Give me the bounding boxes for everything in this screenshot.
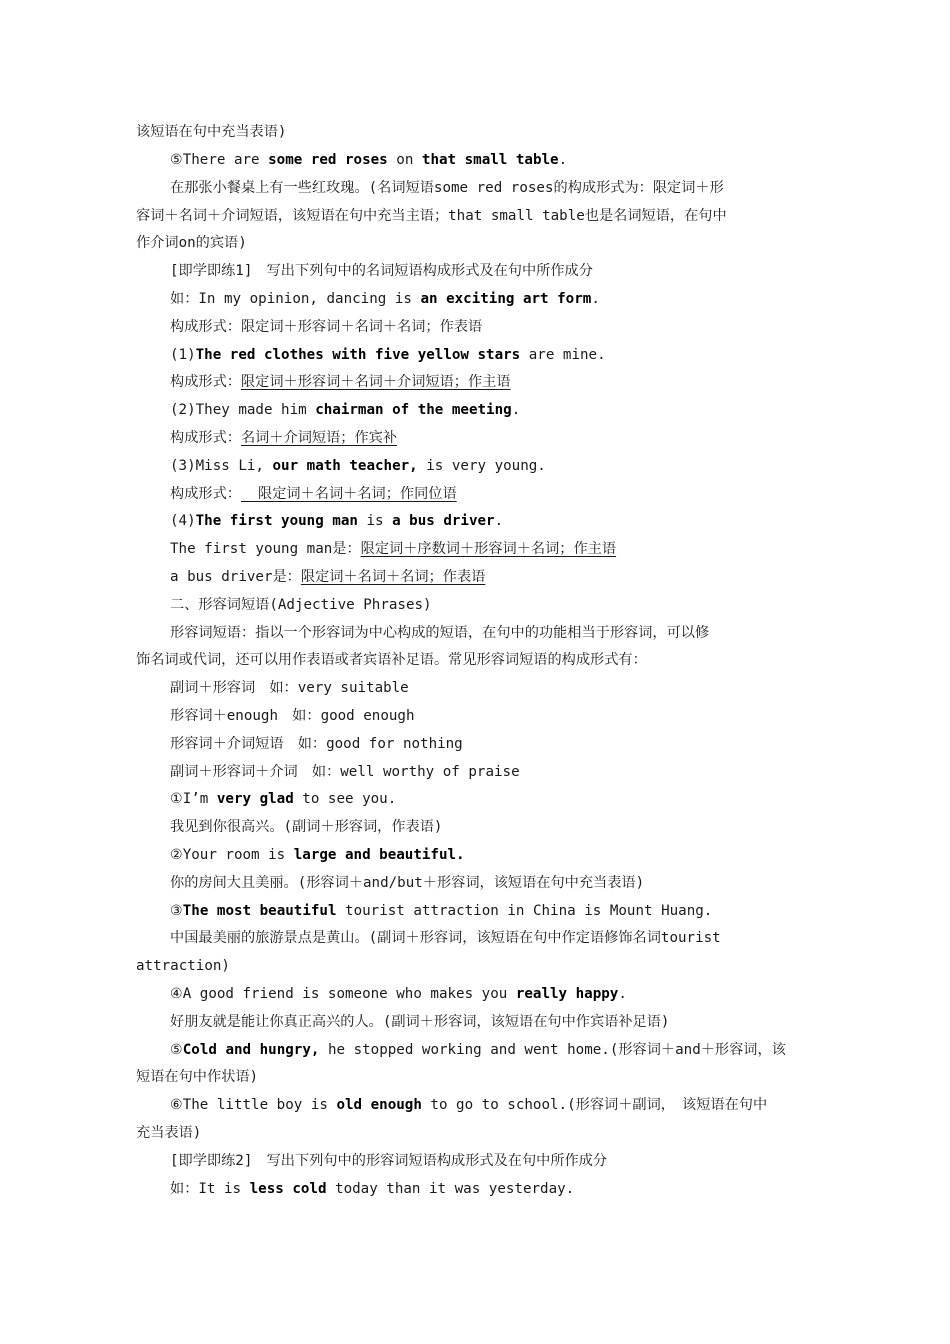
answer-text: 名词＋介词短语；作宾补	[240, 430, 398, 446]
exercise-sentence: (3)Miss Li, our math teacher, is very young.	[170, 458, 546, 474]
answer-text: 限定词＋形容词＋名词＋介词短语；作主语	[240, 374, 511, 390]
exercise-sentence: (4)The first young man is a bus driver.	[170, 513, 504, 529]
text-line: 中国最美丽的旅游景点是黄山。(副词＋形容词，该短语在句中作定语修饰名词tourist	[170, 930, 721, 946]
section-heading: 二、形容词短语(Adjective Phrases)	[170, 597, 432, 613]
example-sentence: 如：In my opinion, dancing is an exciting art form.	[170, 291, 600, 307]
pattern-line: 副词＋形容词＋介词 如：well worthy of praise	[170, 764, 520, 780]
text-line: 你的房间大且美丽。(形容词＋and/but＋形容词，该短语在句中充当表语)	[170, 875, 645, 891]
pattern-line: 副词＋形容词 如：very suitable	[170, 680, 409, 696]
text-line: 我见到你很高兴。(副词＋形容词，作表语)	[170, 819, 443, 835]
text-line: 好朋友就是能让你真正高兴的人。(副词＋形容词，该短语在句中作宾语补足语)	[170, 1014, 670, 1030]
example-sentence: ②Your room is large and beautiful.	[170, 847, 465, 863]
answer-line: 构成形式：限定词＋形容词＋名词＋介词短语；作主语	[170, 374, 511, 390]
pattern-line: 形容词＋介词短语 如：good for nothing	[170, 736, 463, 752]
answer-line: The first young man是：限定词＋序数词＋形容词＋名词；作主语	[170, 541, 617, 557]
answer-line: 构成形式：名词＋介词短语；作宾补	[170, 430, 398, 446]
answer-line: a bus driver是：限定词＋名词＋名词；作表语	[170, 569, 486, 585]
example-sentence: ①I’m very glad to see you.	[170, 791, 397, 807]
example-sentence: ③The most beautiful tourist attraction in China is Mount Huang.	[170, 903, 713, 919]
text-line: 该短语在句中充当表语)	[136, 124, 287, 140]
example-sentence: ⑤Cold and hungry, he stopped working and went home.(形容词＋and＋形容词，该	[170, 1042, 786, 1058]
pattern-line: 形容词＋enough 如：good enough	[170, 708, 415, 724]
exercise-sentence: (2)They made him chairman of the meeting.	[170, 402, 521, 418]
text-line: attraction)	[136, 958, 230, 974]
text-line: 在那张小餐桌上有一些红玫瑰。(名词短语some red roses的构成形式为：限定词＋形	[170, 180, 724, 196]
example-sentence: ④A good friend is someone who makes you really happy.	[170, 986, 627, 1002]
text-line: 形容词短语：指以一个形容词为中心构成的短语，在句中的功能相当于形容词，可以修	[170, 625, 710, 641]
text-line: 饰名词或代词，还可以用作表语或者宾语补足语。常见形容词短语的构成形式有：	[136, 652, 647, 668]
text-line: 容词＋名词＋介词短语，该短语在句中充当主语；that small table也是名词短语，在句中	[136, 208, 727, 224]
text-line: 短语在句中作状语)	[136, 1069, 259, 1085]
answer-text: 限定词＋名词＋名词；作表语	[300, 569, 486, 585]
answer-line: 构成形式： 限定词＋名词＋名词；作同位语	[170, 486, 457, 502]
exercise-heading: [即学即练1] 写出下列句中的名词短语构成形式及在句中所作成分	[170, 263, 593, 279]
example-sentence: 如：It is less cold today than it was yesterday.	[170, 1181, 575, 1197]
example-sentence: ⑥The little boy is old enough to go to school.(形容词＋副词， 该短语在句中	[170, 1097, 768, 1113]
text-line: 作介词on的宾语)	[136, 235, 247, 251]
text-line: 充当表语)	[136, 1125, 202, 1141]
answer-text: 限定词＋名词＋名词；作同位语	[240, 486, 457, 502]
exercise-sentence: (1)The red clothes with five yellow stars are mine.	[170, 347, 606, 363]
answer-text: 限定词＋序数词＋形容词＋名词；作主语	[360, 541, 617, 557]
text-line: 构成形式：限定词＋形容词＋名词＋名词；作表语	[170, 319, 483, 335]
example-sentence: ⑤There are some red roses on that small table.	[170, 152, 568, 168]
exercise-heading: [即学即练2] 写出下列句中的形容词短语构成形式及在句中所作成分	[170, 1153, 608, 1169]
